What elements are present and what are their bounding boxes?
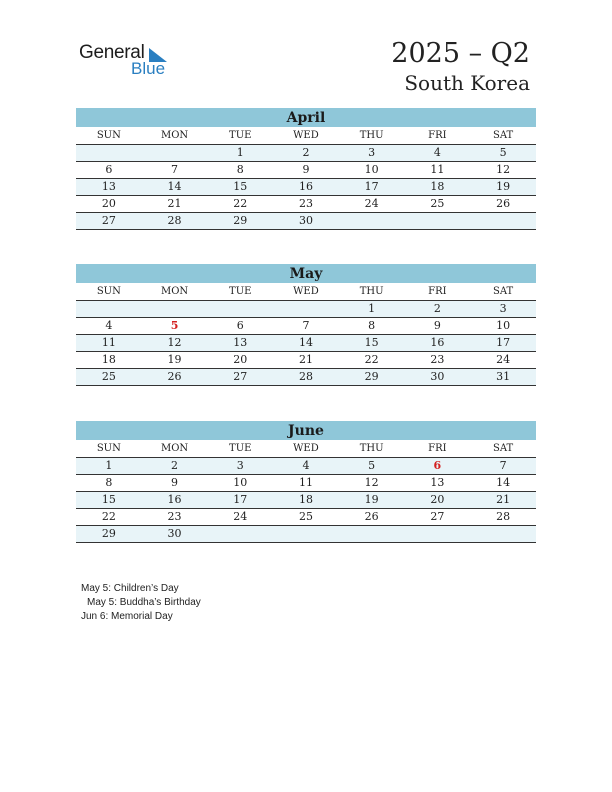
day-cell: 10 <box>339 162 405 179</box>
day-cell: 25 <box>273 509 339 526</box>
day-cell: 22 <box>207 196 273 213</box>
day-cell: 10 <box>470 318 536 335</box>
day-cell: 24 <box>339 196 405 213</box>
holiday-note: May 5: Children’s Day <box>81 583 179 594</box>
day-cell: 19 <box>142 352 208 369</box>
calendar-grid <box>76 127 536 230</box>
week-row <box>76 509 536 526</box>
weekday-header: MON <box>142 283 208 301</box>
weekday-header: MON <box>142 440 208 458</box>
weekday-header: FRI <box>405 127 471 145</box>
weekday-header: WED <box>273 127 339 145</box>
weekday-header: FRI <box>405 283 471 301</box>
weekday-header: SUN <box>76 440 142 458</box>
day-cell <box>207 301 273 318</box>
day-cell: 11 <box>273 475 339 492</box>
day-cell <box>339 526 405 543</box>
day-cell: 21 <box>470 492 536 509</box>
country-name: South Korea <box>404 71 530 95</box>
day-cell: 15 <box>339 335 405 352</box>
day-cell: 2 <box>142 458 208 475</box>
holiday-note: May 5: Buddha’s Birthday <box>87 597 201 608</box>
day-cell: 29 <box>76 526 142 543</box>
day-cell: 19 <box>470 179 536 196</box>
week-row <box>76 352 536 369</box>
week-row <box>76 318 536 335</box>
weekday-header: THU <box>339 127 405 145</box>
week-row <box>76 458 536 475</box>
day-cell: 20 <box>76 196 142 213</box>
day-cell: 10 <box>207 475 273 492</box>
holiday-note: Jun 6: Memorial Day <box>81 611 173 622</box>
day-cell: 18 <box>76 352 142 369</box>
day-cell: 3 <box>339 145 405 162</box>
weekday-header: WED <box>273 440 339 458</box>
day-cell: 18 <box>405 179 471 196</box>
day-cell: 9 <box>142 475 208 492</box>
day-cell: 1 <box>76 458 142 475</box>
day-cell: 17 <box>207 492 273 509</box>
day-cell: 26 <box>339 509 405 526</box>
week-row <box>76 179 536 196</box>
day-cell <box>142 145 208 162</box>
day-cell: 30 <box>405 369 471 386</box>
day-cell: 23 <box>405 352 471 369</box>
week-row <box>76 335 536 352</box>
holiday-day-cell: 6 <box>405 458 471 475</box>
day-cell: 8 <box>339 318 405 335</box>
day-cell: 14 <box>470 475 536 492</box>
day-cell: 3 <box>470 301 536 318</box>
day-cell <box>273 301 339 318</box>
day-cell <box>470 213 536 230</box>
day-cell: 31 <box>470 369 536 386</box>
day-cell: 13 <box>207 335 273 352</box>
day-cell <box>470 526 536 543</box>
week-row <box>76 213 536 230</box>
day-cell: 7 <box>273 318 339 335</box>
weekday-header: THU <box>339 440 405 458</box>
week-row <box>76 145 536 162</box>
day-cell: 14 <box>142 179 208 196</box>
day-cell: 12 <box>142 335 208 352</box>
day-cell: 5 <box>339 458 405 475</box>
day-cell: 4 <box>273 458 339 475</box>
week-row <box>76 492 536 509</box>
day-cell: 27 <box>207 369 273 386</box>
day-cell: 28 <box>142 213 208 230</box>
week-row <box>76 196 536 213</box>
day-cell: 12 <box>339 475 405 492</box>
day-cell: 16 <box>405 335 471 352</box>
weekday-header: SAT <box>470 283 536 301</box>
day-cell <box>405 526 471 543</box>
day-cell: 27 <box>405 509 471 526</box>
day-cell <box>405 213 471 230</box>
day-cell: 1 <box>339 301 405 318</box>
day-cell: 27 <box>76 213 142 230</box>
day-cell <box>339 213 405 230</box>
day-cell: 1 <box>207 145 273 162</box>
weekday-header: SAT <box>470 440 536 458</box>
weekday-header: MON <box>142 127 208 145</box>
day-cell: 23 <box>142 509 208 526</box>
day-cell: 11 <box>405 162 471 179</box>
weekday-header: FRI <box>405 440 471 458</box>
day-cell: 25 <box>405 196 471 213</box>
day-cell: 26 <box>142 369 208 386</box>
weekday-header: THU <box>339 283 405 301</box>
day-cell: 6 <box>76 162 142 179</box>
weekday-header: TUE <box>207 283 273 301</box>
day-cell <box>273 526 339 543</box>
day-cell: 21 <box>273 352 339 369</box>
holiday-notes <box>81 582 201 624</box>
calendar-grid <box>76 283 536 386</box>
day-cell <box>142 301 208 318</box>
day-cell: 29 <box>339 369 405 386</box>
month-block-may <box>76 264 536 386</box>
month-block-april <box>76 108 536 230</box>
day-cell: 13 <box>405 475 471 492</box>
day-cell: 30 <box>273 213 339 230</box>
day-cell: 17 <box>339 179 405 196</box>
year-quarter: 2025 – Q2 <box>391 38 530 69</box>
weekday-header: SAT <box>470 127 536 145</box>
day-cell: 22 <box>339 352 405 369</box>
month-title: April <box>76 108 536 127</box>
day-cell: 7 <box>142 162 208 179</box>
weekday-header: SUN <box>76 283 142 301</box>
day-cell: 15 <box>207 179 273 196</box>
week-row <box>76 162 536 179</box>
day-cell: 24 <box>470 352 536 369</box>
day-cell: 22 <box>76 509 142 526</box>
day-cell: 4 <box>76 318 142 335</box>
logo-text-general: General <box>79 42 145 63</box>
day-cell: 13 <box>76 179 142 196</box>
day-cell: 23 <box>273 196 339 213</box>
weekday-header: SUN <box>76 127 142 145</box>
day-cell <box>76 301 142 318</box>
day-cell: 8 <box>207 162 273 179</box>
weekday-header: TUE <box>207 127 273 145</box>
day-cell: 17 <box>470 335 536 352</box>
day-cell: 5 <box>470 145 536 162</box>
calendar-grid <box>76 440 536 543</box>
weekday-header: WED <box>273 283 339 301</box>
day-cell: 20 <box>405 492 471 509</box>
day-cell: 14 <box>273 335 339 352</box>
day-cell: 18 <box>273 492 339 509</box>
day-cell: 11 <box>76 335 142 352</box>
day-cell: 6 <box>207 318 273 335</box>
day-cell: 9 <box>273 162 339 179</box>
day-cell: 21 <box>142 196 208 213</box>
weekday-header: TUE <box>207 440 273 458</box>
day-cell: 29 <box>207 213 273 230</box>
day-cell: 28 <box>470 509 536 526</box>
week-row <box>76 475 536 492</box>
day-cell: 30 <box>142 526 208 543</box>
week-row <box>76 369 536 386</box>
day-cell: 16 <box>273 179 339 196</box>
day-cell <box>76 145 142 162</box>
day-cell: 2 <box>273 145 339 162</box>
month-title: May <box>76 264 536 283</box>
day-cell: 16 <box>142 492 208 509</box>
day-cell: 8 <box>76 475 142 492</box>
day-cell: 7 <box>470 458 536 475</box>
day-cell: 28 <box>273 369 339 386</box>
day-cell: 26 <box>470 196 536 213</box>
day-cell: 3 <box>207 458 273 475</box>
page-title <box>391 38 530 96</box>
day-cell <box>207 526 273 543</box>
day-cell: 4 <box>405 145 471 162</box>
day-cell: 15 <box>76 492 142 509</box>
holiday-day-cell: 5 <box>142 318 208 335</box>
generalblue-logo <box>79 42 179 82</box>
day-cell: 2 <box>405 301 471 318</box>
month-block-june <box>76 421 536 543</box>
day-cell: 12 <box>470 162 536 179</box>
day-cell: 25 <box>76 369 142 386</box>
day-cell: 19 <box>339 492 405 509</box>
day-cell: 24 <box>207 509 273 526</box>
week-row <box>76 301 536 318</box>
week-row <box>76 526 536 543</box>
month-title: June <box>76 421 536 440</box>
day-cell: 20 <box>207 352 273 369</box>
logo-text-blue: Blue <box>131 59 166 78</box>
day-cell: 9 <box>405 318 471 335</box>
